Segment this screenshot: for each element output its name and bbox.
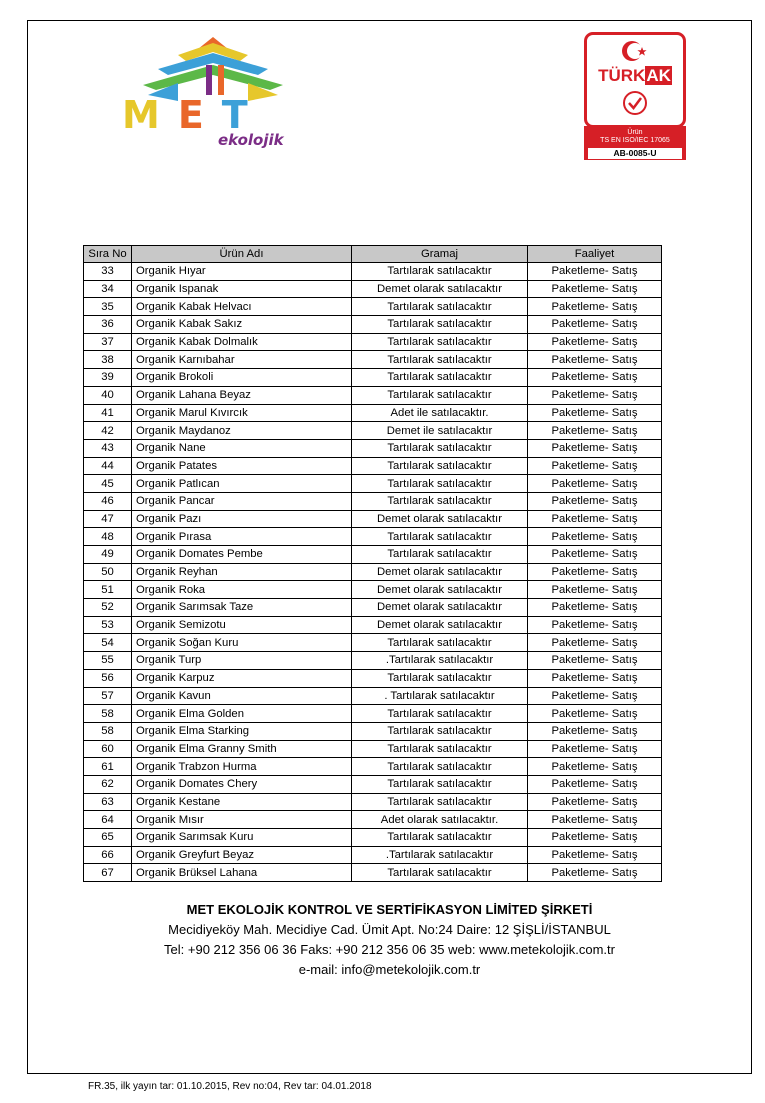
cell-faaliyet: Paketleme- Satış (528, 386, 662, 404)
cell-sira-no: 46 (84, 492, 132, 510)
cell-faaliyet: Paketleme- Satış (528, 351, 662, 369)
table-row (84, 705, 662, 723)
cell-faaliyet: Paketleme- Satış (528, 263, 662, 281)
table-row (84, 740, 662, 758)
cell-gramaj: Tartılarak satılacaktır (352, 263, 528, 281)
cell-faaliyet: Paketleme- Satış (528, 634, 662, 652)
cell-urun-adi: Organik Pazı (132, 510, 352, 528)
cell-faaliyet: Paketleme- Satış (528, 457, 662, 475)
cell-urun-adi: Organik Domates Chery (132, 775, 352, 793)
cell-urun-adi: Organik Marul Kıvırcık (132, 404, 352, 422)
table-row (84, 492, 662, 510)
cell-faaliyet: Paketleme- Satış (528, 298, 662, 316)
cell-sira-no: 48 (84, 528, 132, 546)
table-row (84, 687, 662, 705)
cell-faaliyet: Paketleme- Satış (528, 687, 662, 705)
cell-sira-no: 61 (84, 758, 132, 776)
cell-urun-adi: Organik Elma Granny Smith (132, 740, 352, 758)
cell-urun-adi: Organik Maydanoz (132, 422, 352, 440)
cell-faaliyet: Paketleme- Satış (528, 439, 662, 457)
table-body (84, 263, 662, 882)
cell-gramaj: Tartılarak satılacaktır (352, 793, 528, 811)
cell-sira-no: 53 (84, 616, 132, 634)
table-row (84, 475, 662, 493)
cell-urun-adi: Organik Domates Pembe (132, 546, 352, 564)
cell-faaliyet: Paketleme- Satış (528, 475, 662, 493)
table-row (84, 316, 662, 334)
cell-sira-no: 34 (84, 280, 132, 298)
table-row (84, 457, 662, 475)
cell-faaliyet: Paketleme- Satış (528, 316, 662, 334)
table-row (84, 280, 662, 298)
accreditation-code: AB-0085-U (588, 148, 682, 159)
table-row (84, 298, 662, 316)
cell-faaliyet: Paketleme- Satış (528, 599, 662, 617)
cell-sira-no: 54 (84, 634, 132, 652)
cell-sira-no: 66 (84, 846, 132, 864)
table-row (84, 811, 662, 829)
cell-sira-no: 41 (84, 404, 132, 422)
cell-gramaj: Tartılarak satılacaktır (352, 722, 528, 740)
cell-urun-adi: Organik Semizotu (132, 616, 352, 634)
header-urun-adi: Ürün Adı (132, 246, 352, 263)
product-table (83, 245, 662, 882)
cell-gramaj: Demet olarak satılacaktır (352, 599, 528, 617)
cell-faaliyet: Paketleme- Satış (528, 722, 662, 740)
cell-faaliyet: Paketleme- Satış (528, 581, 662, 599)
table-row (84, 386, 662, 404)
cell-faaliyet: Paketleme- Satış (528, 846, 662, 864)
crescent-star-icon (621, 40, 649, 62)
cell-urun-adi: Organik Elma Starking (132, 722, 352, 740)
cell-faaliyet: Paketleme- Satış (528, 492, 662, 510)
cell-urun-adi: Organik Greyfurt Beyaz (132, 846, 352, 864)
table-row (84, 722, 662, 740)
cell-urun-adi: Organik Karpuz (132, 669, 352, 687)
table-row (84, 369, 662, 387)
cell-sira-no: 38 (84, 351, 132, 369)
cell-faaliyet: Paketleme- Satış (528, 864, 662, 882)
cell-gramaj: Tartılarak satılacaktır (352, 386, 528, 404)
table-row (84, 599, 662, 617)
cell-urun-adi: Organik Trabzon Hurma (132, 758, 352, 776)
company-contact: Tel: +90 212 356 06 36 Faks: +90 212 356 06 35 web: www.metekolojik.com.tr (164, 942, 615, 957)
cell-gramaj: Tartılarak satılacaktır (352, 333, 528, 351)
table-row (84, 846, 662, 864)
cell-faaliyet: Paketleme- Satış (528, 793, 662, 811)
cell-faaliyet: Paketleme- Satış (528, 616, 662, 634)
cell-sira-no: 33 (84, 263, 132, 281)
cell-sira-no: 50 (84, 563, 132, 581)
cell-sira-no: 42 (84, 422, 132, 440)
cell-sira-no: 43 (84, 439, 132, 457)
cell-gramaj: Tartılarak satılacaktır (352, 634, 528, 652)
cell-urun-adi: Organik Reyhan (132, 563, 352, 581)
cell-urun-adi: Organik Kabak Dolmalık (132, 333, 352, 351)
cell-faaliyet: Paketleme- Satış (528, 546, 662, 564)
cell-urun-adi: Organik Kavun (132, 687, 352, 705)
cell-urun-adi: Organik Ispanak (132, 280, 352, 298)
cell-sira-no: 52 (84, 599, 132, 617)
cell-faaliyet: Paketleme- Satış (528, 811, 662, 829)
cell-sira-no: 62 (84, 775, 132, 793)
table-row (84, 634, 662, 652)
cell-gramaj: Tartılarak satılacaktır (352, 758, 528, 776)
table-row (84, 510, 662, 528)
cell-urun-adi: Organik Soğan Kuru (132, 634, 352, 652)
table-header-row (84, 246, 662, 263)
logo-letter-m: M (122, 93, 178, 137)
cell-sira-no: 36 (84, 316, 132, 334)
cell-urun-adi: Organik Kestane (132, 793, 352, 811)
cell-sira-no: 60 (84, 740, 132, 758)
table-row (84, 333, 662, 351)
cell-sira-no: 35 (84, 298, 132, 316)
company-name: MET EKOLOJİK KONTROL VE SERTİFİKASYON LİMİTED ŞİRKETİ (186, 902, 593, 917)
cell-gramaj: Tartılarak satılacaktır (352, 829, 528, 847)
cell-faaliyet: Paketleme- Satış (528, 829, 662, 847)
company-address: Mecidiyeköy Mah. Mecidiye Cad. Ümit Apt. No:24 Daire: 12 ŞİŞLİ/İSTANBUL (168, 922, 611, 937)
cell-sira-no: 40 (84, 386, 132, 404)
table-row (84, 404, 662, 422)
table-row (84, 829, 662, 847)
logo-letter-t: T (221, 93, 266, 137)
cell-gramaj: Tartılarak satılacaktır (352, 475, 528, 493)
cell-faaliyet: Paketleme- Satış (528, 775, 662, 793)
turkak-badge (584, 32, 686, 160)
cell-sira-no: 39 (84, 369, 132, 387)
cell-urun-adi: Organik Karnıbahar (132, 351, 352, 369)
cell-urun-adi: Organik Kabak Helvacı (132, 298, 352, 316)
logo-subtitle: ekolojik (218, 131, 284, 149)
cell-faaliyet: Paketleme- Satış (528, 404, 662, 422)
table-row (84, 652, 662, 670)
cell-gramaj: Tartılarak satılacaktır (352, 439, 528, 457)
cell-urun-adi: Organik Patates (132, 457, 352, 475)
cell-gramaj: Tartılarak satılacaktır (352, 351, 528, 369)
cell-urun-adi: Organik Patlıcan (132, 475, 352, 493)
cell-sira-no: 65 (84, 829, 132, 847)
cell-gramaj: Tartılarak satılacaktır (352, 369, 528, 387)
cell-gramaj: Tartılarak satılacaktır (352, 546, 528, 564)
cell-gramaj: Adet olarak satılacaktır. (352, 811, 528, 829)
company-info (27, 900, 752, 980)
cell-gramaj: Tartılarak satılacaktır (352, 492, 528, 510)
cell-sira-no: 58 (84, 722, 132, 740)
table-row (84, 351, 662, 369)
table-row (84, 669, 662, 687)
cell-urun-adi: Organik Mısır (132, 811, 352, 829)
cell-faaliyet: Paketleme- Satış (528, 280, 662, 298)
cell-faaliyet: Paketleme- Satış (528, 705, 662, 723)
cell-gramaj: Tartılarak satılacaktır (352, 457, 528, 475)
table-row (84, 793, 662, 811)
header-faaliyet: Faaliyet (528, 246, 662, 263)
table-row (84, 528, 662, 546)
turkak-suffix: AK (646, 66, 671, 85)
table-row (84, 263, 662, 281)
turkak-wordmark (584, 66, 686, 86)
cell-gramaj: Demet olarak satılacaktır (352, 616, 528, 634)
cell-sira-no: 47 (84, 510, 132, 528)
table-row (84, 616, 662, 634)
header-sira-no: Sıra No (84, 246, 132, 263)
table-row (84, 439, 662, 457)
cell-urun-adi: Organik Elma Golden (132, 705, 352, 723)
cell-gramaj: Tartılarak satılacaktır (352, 740, 528, 758)
cell-urun-adi: Organik Brüksel Lahana (132, 864, 352, 882)
cell-sira-no: 44 (84, 457, 132, 475)
cell-faaliyet: Paketleme- Satış (528, 652, 662, 670)
cell-faaliyet: Paketleme- Satış (528, 528, 662, 546)
cell-faaliyet: Paketleme- Satış (528, 758, 662, 776)
cell-gramaj: Demet olarak satılacaktır (352, 510, 528, 528)
cell-gramaj: Tartılarak satılacaktır (352, 669, 528, 687)
cell-urun-adi: Organik Sarımsak Taze (132, 599, 352, 617)
accreditation-standard: TS EN ISO/IEC 17065 (600, 137, 670, 144)
cell-sira-no: 45 (84, 475, 132, 493)
cell-gramaj: Demet olarak satılacaktır (352, 581, 528, 599)
cell-sira-no: 56 (84, 669, 132, 687)
cell-urun-adi: Organik Lahana Beyaz (132, 386, 352, 404)
cell-urun-adi: Organik Nane (132, 439, 352, 457)
cell-gramaj: Adet ile satılacaktır. (352, 404, 528, 422)
cell-urun-adi: Organik Hıyar (132, 263, 352, 281)
cell-faaliyet: Paketleme- Satış (528, 369, 662, 387)
form-reference: FR.35, ilk yayın tar: 01.10.2015, Rev no:04, Rev tar: 04.01.2018 (88, 1081, 372, 1092)
table-row (84, 864, 662, 882)
cell-gramaj: Demet ile satılacaktır (352, 422, 528, 440)
cell-gramaj: Tartılarak satılacaktır (352, 864, 528, 882)
cell-urun-adi: Organik Pırasa (132, 528, 352, 546)
accreditation-scope: Ürün (627, 129, 643, 136)
cell-gramaj: Tartılarak satılacaktır (352, 528, 528, 546)
cell-urun-adi: Organik Brokoli (132, 369, 352, 387)
check-circle-icon (622, 90, 648, 116)
cell-sira-no: 67 (84, 864, 132, 882)
cell-sira-no: 51 (84, 581, 132, 599)
header-gramaj: Gramaj (352, 246, 528, 263)
cell-sira-no: 58 (84, 705, 132, 723)
cell-faaliyet: Paketleme- Satış (528, 422, 662, 440)
table-row (84, 758, 662, 776)
company-email: e-mail: info@metekolojik.com.tr (298, 962, 481, 977)
cell-gramaj: Tartılarak satılacaktır (352, 316, 528, 334)
table-row (84, 422, 662, 440)
cell-gramaj: Tartılarak satılacaktır (352, 775, 528, 793)
cell-gramaj: Demet olarak satılacaktır (352, 563, 528, 581)
cell-urun-adi: Organik Turp (132, 652, 352, 670)
met-ekolojik-logo (118, 35, 308, 160)
cell-sira-no: 49 (84, 546, 132, 564)
cell-faaliyet: Paketleme- Satış (528, 669, 662, 687)
cell-gramaj: Tartılarak satılacaktır (352, 298, 528, 316)
cell-faaliyet: Paketleme- Satış (528, 510, 662, 528)
cell-sira-no: 57 (84, 687, 132, 705)
cell-gramaj: Demet olarak satılacaktır (352, 280, 528, 298)
cell-sira-no: 55 (84, 652, 132, 670)
table-row (84, 581, 662, 599)
logo-letter-e: E (177, 93, 222, 137)
cell-urun-adi: Organik Pancar (132, 492, 352, 510)
turkak-prefix: TÜRK (598, 66, 646, 85)
cell-faaliyet: Paketleme- Satış (528, 563, 662, 581)
cell-gramaj: . Tartılarak satılacaktır (352, 687, 528, 705)
cell-faaliyet: Paketleme- Satış (528, 333, 662, 351)
cell-sira-no: 37 (84, 333, 132, 351)
cell-faaliyet: Paketleme- Satış (528, 740, 662, 758)
cell-urun-adi: Organik Roka (132, 581, 352, 599)
cell-gramaj: Tartılarak satılacaktır (352, 705, 528, 723)
cell-gramaj: .Tartılarak satılacaktır (352, 652, 528, 670)
cell-gramaj: .Tartılarak satılacaktır (352, 846, 528, 864)
cell-urun-adi: Organik Sarımsak Kuru (132, 829, 352, 847)
table-row (84, 563, 662, 581)
cell-sira-no: 64 (84, 811, 132, 829)
cell-sira-no: 63 (84, 793, 132, 811)
table-row (84, 546, 662, 564)
table-row (84, 775, 662, 793)
cell-urun-adi: Organik Kabak Sakız (132, 316, 352, 334)
